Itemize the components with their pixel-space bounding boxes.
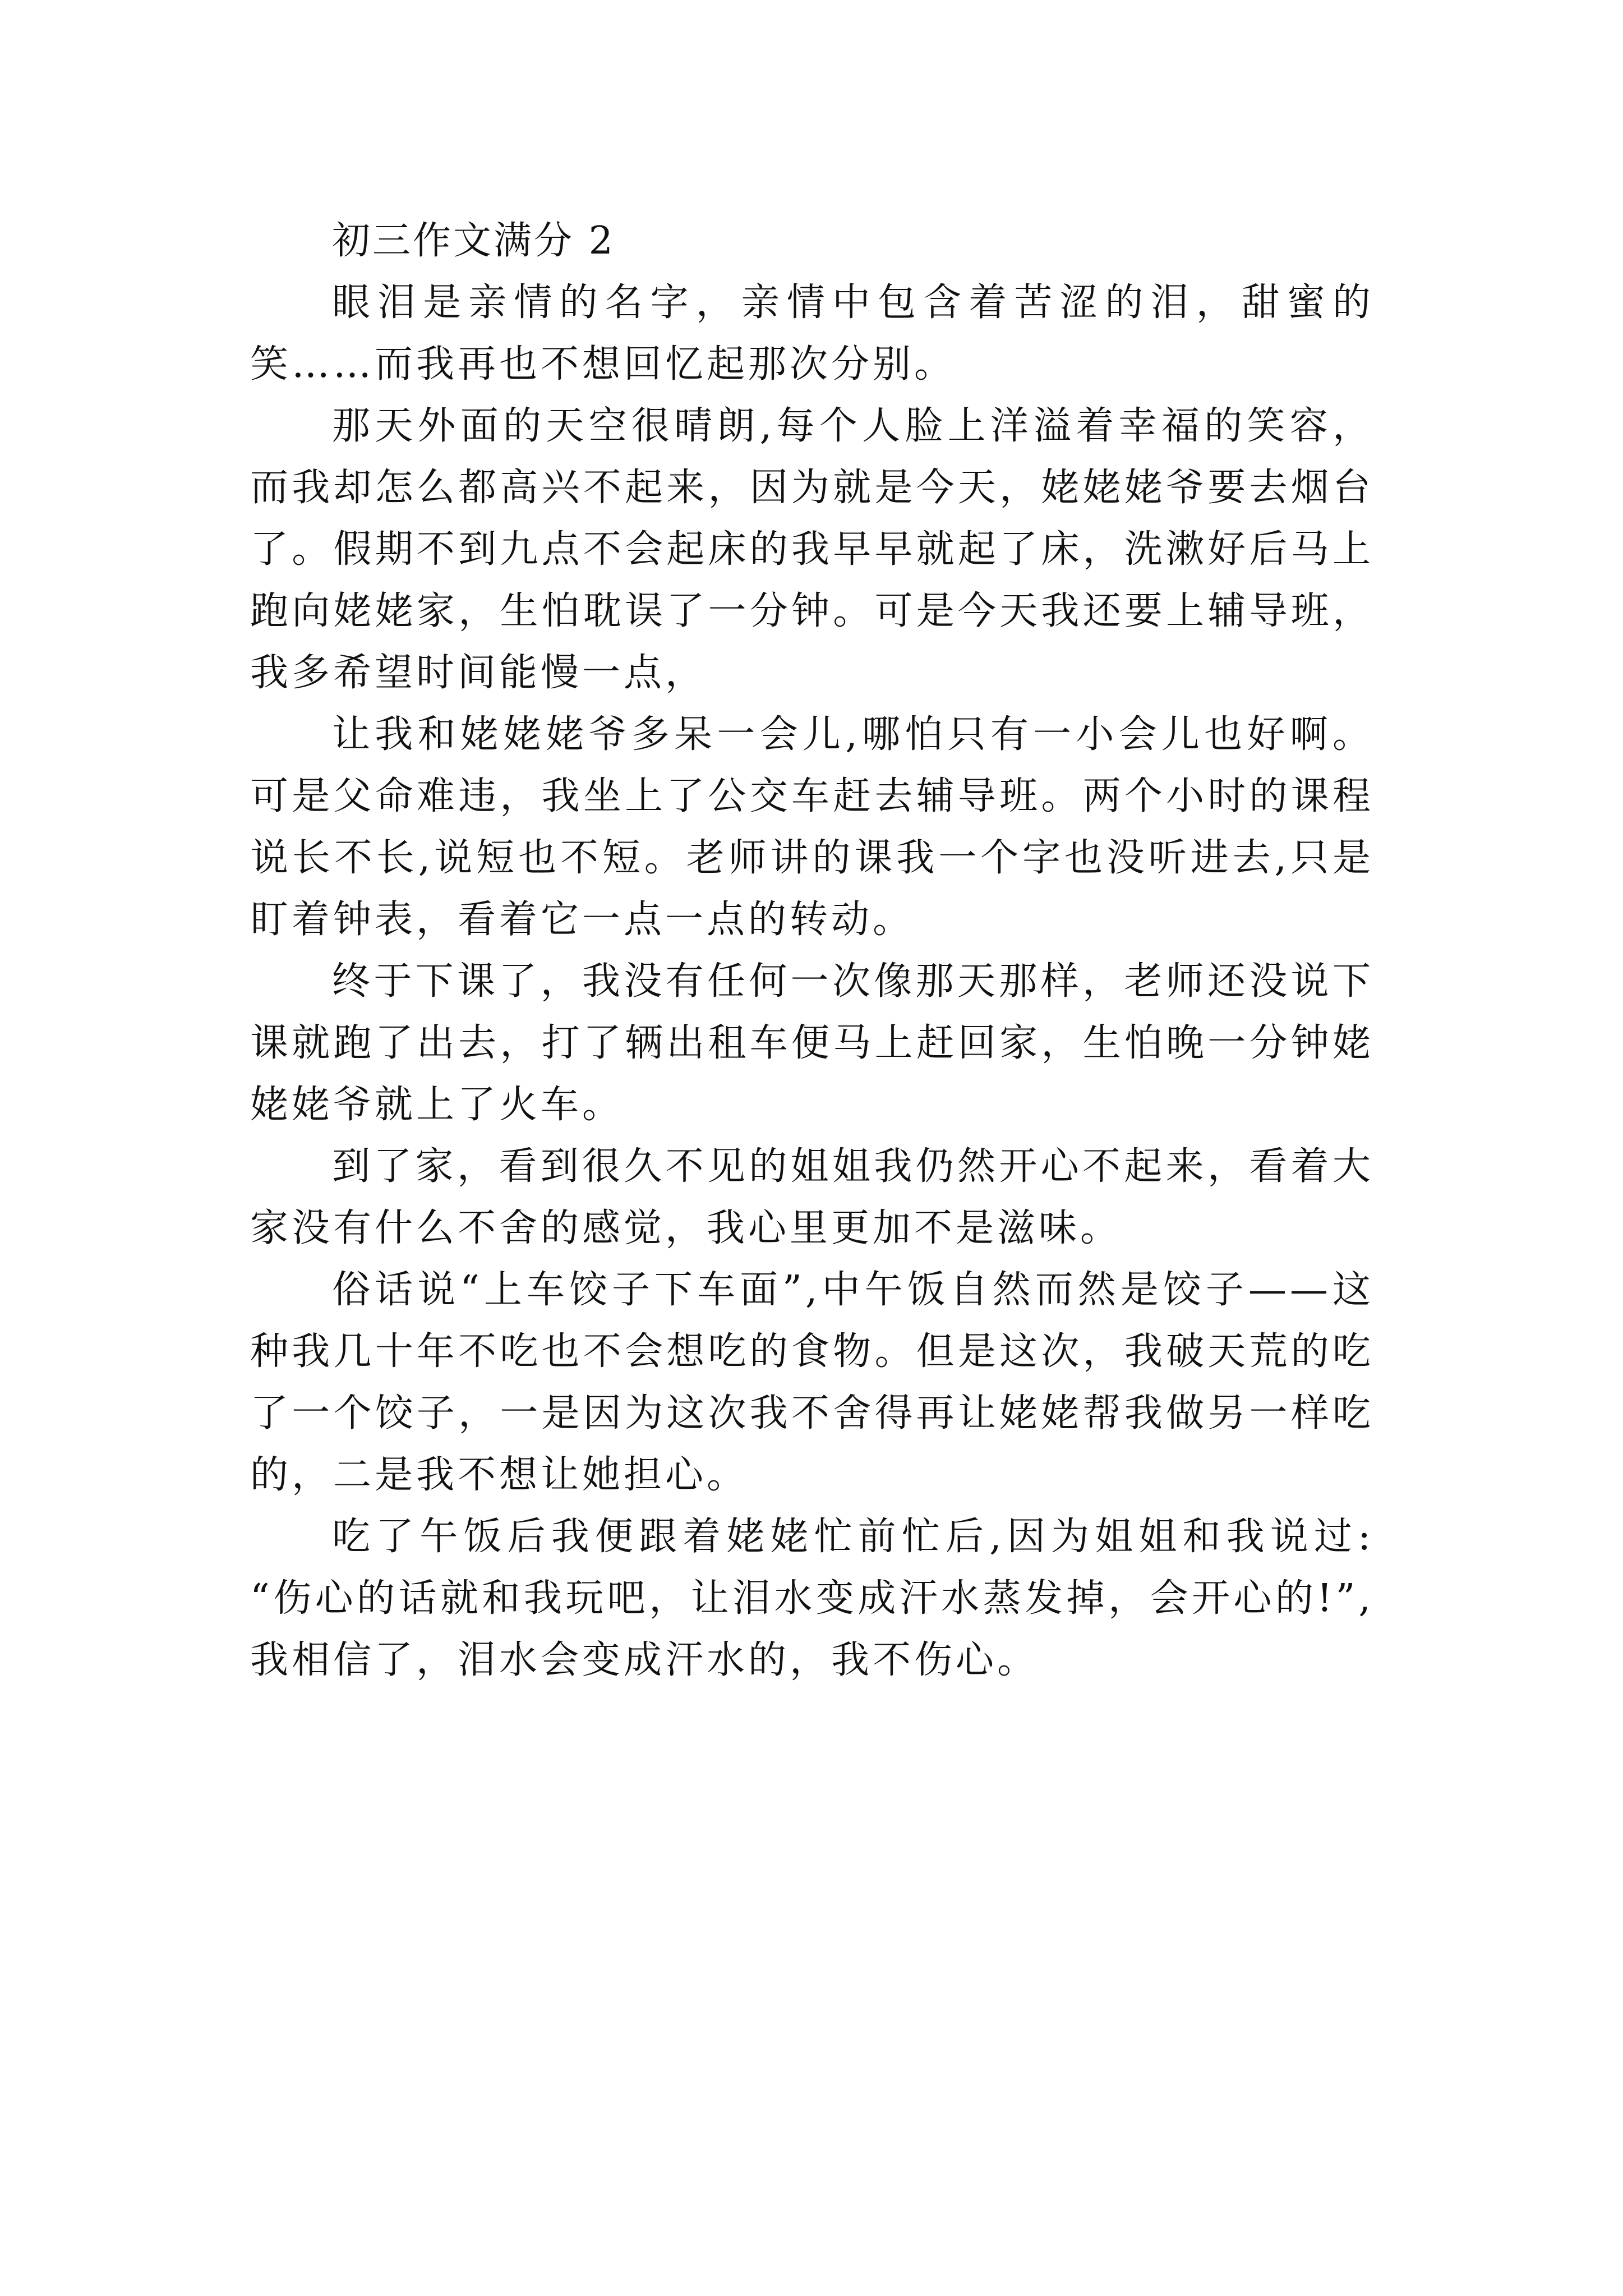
paragraph-4: 终于下课了，我没有任何一次像那天那样，老师还没说下课就跑了出去，打了辆出租车便马上赶回家，生怕晚一分钟姥姥姥爷就上了火车。 — [250, 959, 1374, 1127]
document-body — [250, 210, 1374, 1691]
paragraph-1: 眼泪是亲情的名字，亲情中包含着苦涩的泪，甜蜜的笑……而我再也不想回忆起那次分别。 — [250, 280, 1374, 386]
paragraph-6: 俗话说“上车饺子下车面”,中午饭自然而然是饺子——这种我几十年不吃也不会想吃的食物。但是这次，我破天荒的吃了一个饺子，一是因为这次我不舍得再让姥姥帮我做另一样吃的，二是我不想让她担心。 — [250, 1268, 1374, 1497]
paragraph-5: 到了家，看到很久不见的姐姐我仍然开心不起来，看着大家没有什么不舍的感觉，我心里更加不是滋味。 — [250, 1144, 1374, 1250]
document-title: 初三作文满分 2 — [332, 219, 615, 263]
paragraph-3: 让我和姥姥姥爷多呆一会儿,哪怕只有一小会儿也好啊。可是父命难违，我坐上了公交车赶去辅导班。两个小时的课程说长不长,说短也不短。老师讲的课我一个字也没听进去,只是盯着钟表，看着它一点一点的转动。 — [250, 712, 1374, 942]
paragraph-2: 那天外面的天空很晴朗,每个人脸上洋溢着幸福的笑容，而我却怎么都高兴不起来，因为就是今天，姥姥姥爷要去烟台了。假期不到九点不会起床的我早早就起了床，洗漱好后马上跑向姥姥家，生怕耽误了一分钟。可是今天我还要上辅导班，我多希望时间能慢一点， — [250, 404, 1374, 695]
paragraph-7: 吃了午饭后我便跟着姥姥忙前忙后,因为姐姐和我说过: “伤心的话就和我玩吧，让泪水变成汗水蒸发掉，会开心的!”,我相信了，泪水会变成汗水的，我不伤心。 — [250, 1515, 1374, 1682]
